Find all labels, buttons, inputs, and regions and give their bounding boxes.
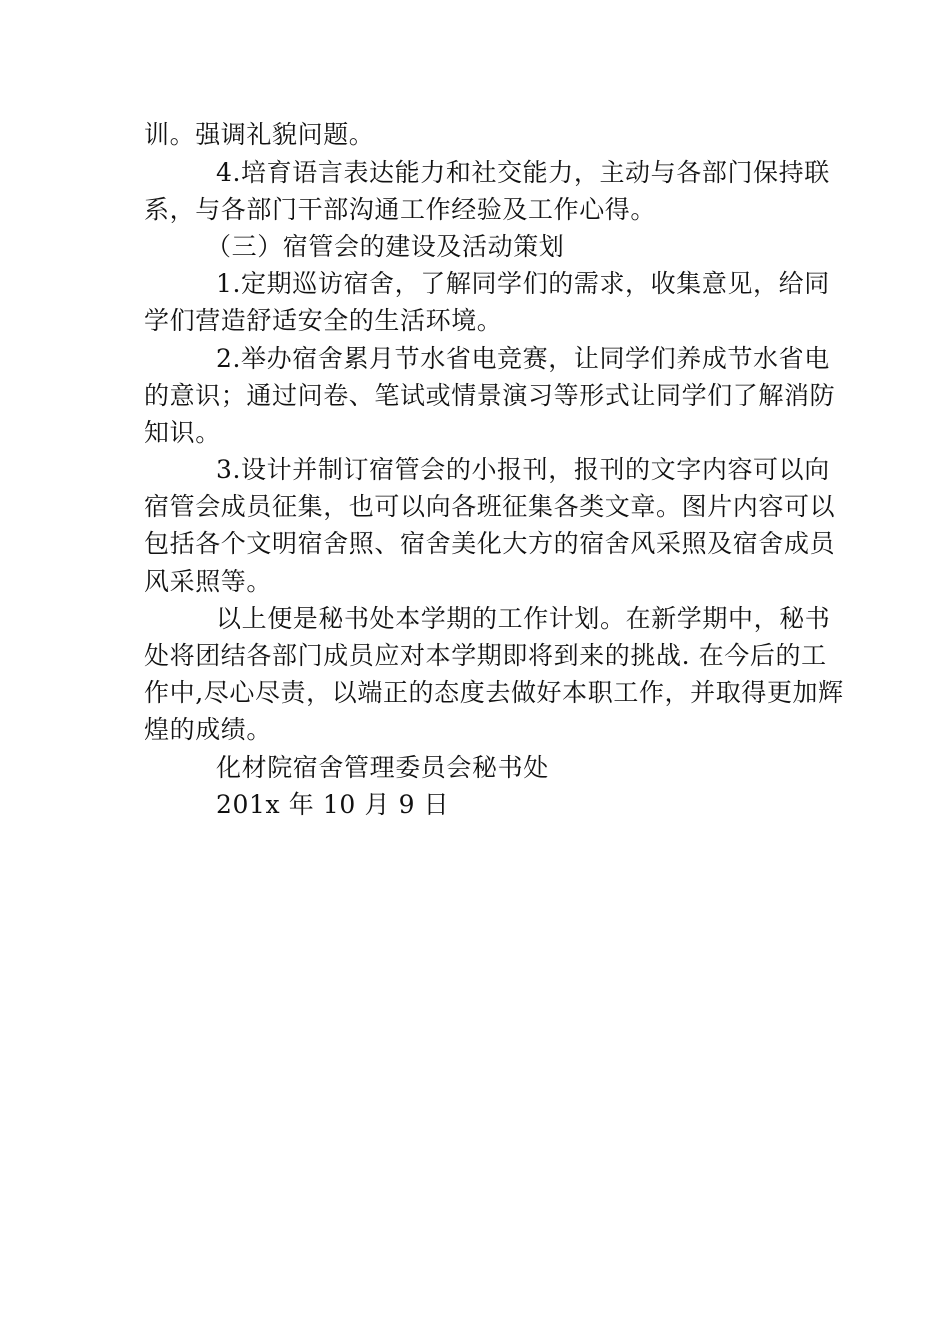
text-line-14: 以上便是秘书处本学期的工作计划。在新学期中，秘书 <box>216 604 831 633</box>
signature-date: 201x 年 10 月 9 日 <box>216 790 450 819</box>
text-line-2: 4.培育语言表达能力和社交能力，主动与各部门保持联 <box>216 158 830 187</box>
text-line-10: 3.设计并制订宿管会的小报刊，报刊的文字内容可以向 <box>216 455 830 484</box>
text-line-13: 风采照等。 <box>144 567 273 596</box>
text-line-5: 1.定期巡访宿舍，了解同学们的需求，收集意见，给同 <box>216 269 830 298</box>
text-line-17: 煌的成绩。 <box>144 715 273 744</box>
text-line-16: 作中,尽心尽责，以端正的态度去做好本职工作，并取得更加辉 <box>144 678 844 707</box>
text-line-8: 的意识；通过问卷、笔试或情景演习等形式让同学们了解消防 <box>144 381 836 410</box>
text-line-9: 知识。 <box>144 418 221 447</box>
signature-organization: 化材院宿舍管理委员会秘书处 <box>216 753 549 782</box>
text-line-7: 2.举办宿舍累月节水省电竞赛，让同学们养成节水省电 <box>216 344 830 373</box>
text-line-12: 包括各个文明宿舍照、宿舍美化大方的宿舍风采照及宿舍成员 <box>144 529 836 558</box>
text-line-3: 系，与各部门干部沟通工作经验及工作心得。 <box>144 195 657 224</box>
section-heading: （三）宿管会的建设及活动策划 <box>206 232 565 261</box>
text-line-6: 学们营造舒适安全的生活环境。 <box>144 306 503 335</box>
text-line-15: 处将团结各部门成员应对本学期即将到来的挑战. 在今后的工 <box>144 641 827 670</box>
text-line-11: 宿管会成员征集，也可以向各班征集各类文章。图片内容可以 <box>144 492 836 521</box>
text-line-1: 训。强调礼貌问题。 <box>144 120 375 149</box>
